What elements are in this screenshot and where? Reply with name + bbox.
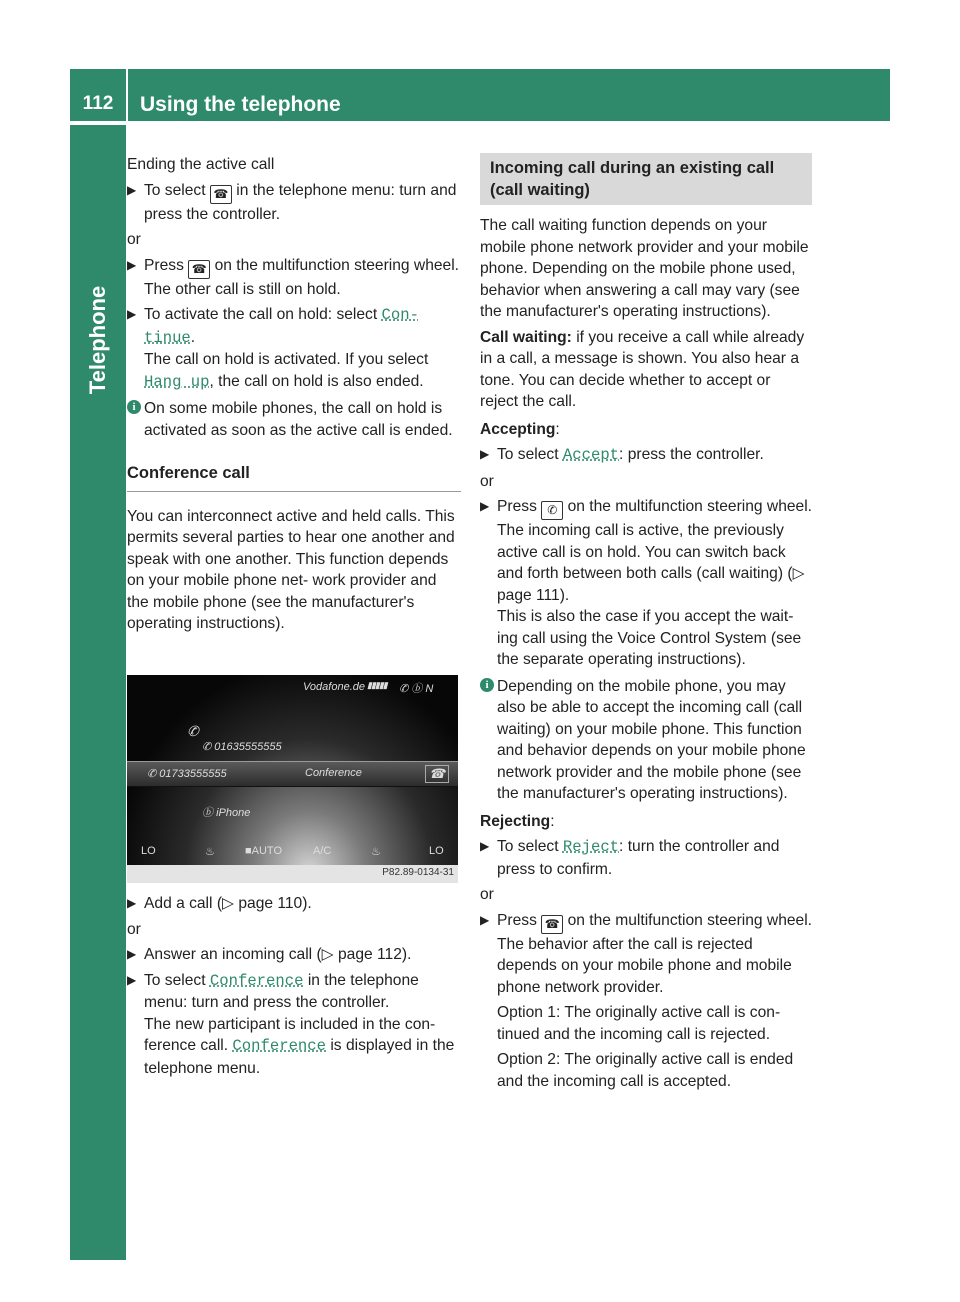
conference-label: Conference	[305, 767, 362, 779]
info-icon: i	[127, 400, 141, 414]
image-code: P82.89-0134-31	[127, 865, 458, 883]
phone-number-1: ✆ 01635555555	[202, 741, 282, 753]
arrow-right-icon: ▶	[480, 499, 490, 513]
status-icons: ✆ ⓑ N	[399, 683, 434, 695]
menu-item-continue: Con‐ tinue	[144, 306, 419, 347]
info-note: i On some mobile phones, the call on hold is activated as soon as the active call is ended.	[127, 398, 461, 441]
call-waiting-heading: Incoming call during an existing call (call waiting)	[480, 153, 812, 205]
page-title: Using the telephone	[140, 93, 341, 116]
side-tab-label: Telephone	[85, 285, 110, 395]
menu-item-conference: Conference	[232, 1037, 326, 1055]
page-number: 112	[82, 93, 114, 114]
step-reject: ▶ To select Reject: turn the controller and press to confirm.	[480, 838, 780, 878]
phone-handset-icon: ✆	[541, 501, 563, 520]
signal-strength: ▮▮▮▮▮	[367, 680, 387, 690]
arrow-right-icon: ▶	[127, 896, 137, 910]
left-column-top	[127, 154, 461, 635]
arrow-right-icon: ▶	[480, 912, 490, 927]
arrow-right-icon: ▶	[127, 307, 137, 321]
step-select-end: ▶ To select ☎ in the telephone menu: turn and press the controller.	[127, 181, 457, 223]
step-continue: ▶ To activate the call on hold: select Con‐ tinue. The call on hold is activated. If you select Hang up, the call on hold is also ended.	[127, 306, 429, 391]
step-press-accept: ▶ Press ✆ on the multifunction steering wheel. The incoming call is active, the previously active call is on hold. You can switch back and forth between both calls (call waiting) (▷ page 111). This is also the case if you accept the wait‐ ing call using the Voice Control System (see the separate operating instructions).	[480, 498, 813, 668]
step-press-end: ▶ Press ☎ on the multifunction steering wheel. The other call is still on hold.	[127, 256, 460, 298]
step-answer: ▶ Answer an incoming call (▷ page 112).	[127, 944, 461, 966]
option-1: Option 1: The originally active call is con‐ tinued and the incoming call is rejected.	[497, 1004, 781, 1043]
or-3: or	[480, 472, 494, 490]
provider-name: Vodafone.de	[303, 681, 365, 693]
option-2: Option 2: The originally active call is ended and the incoming call is accepted.	[497, 1051, 794, 1090]
phone-hangup-icon: ☎	[210, 185, 232, 204]
arrow-right-icon: ▶	[127, 947, 137, 961]
phone-number-2: ✆ 01733555555	[147, 768, 227, 780]
step-select-conference: ▶ To select Conference in the telephone menu: turn and press the controller. The new participant is included in the con‐ ference call. Conference is displayed in the telephone menu.	[127, 971, 455, 1077]
handset-icon: ✆	[187, 723, 199, 739]
menu-item-reject: Reject	[562, 838, 620, 856]
phone-hangup-icon: ☎	[188, 260, 210, 279]
call-waiting-intro: The call waiting function depends on your mobile phone network provider and your mobile phone. Depending on the mobile phone used, behavior when answering a call may vary (see the manufacturer's operating instructions).	[480, 217, 809, 320]
or-2: or	[127, 920, 141, 938]
arrow-right-icon: ▶	[127, 182, 137, 197]
info-icon: i	[480, 678, 494, 692]
accepting-heading: Accepting:	[480, 420, 560, 438]
rejecting-heading: Rejecting:	[480, 812, 555, 830]
page-header	[70, 69, 890, 121]
conference-bar	[127, 761, 458, 787]
conference-text: You can interconnect active and held calls. This permits several parties to hear one another and speak with one another. This function depends on your mobile phone net‐ work provider and the mobile phone (see the manufacturer's operating instructions).	[127, 507, 455, 632]
left-column-bottom	[127, 893, 461, 1079]
phone-hangup-icon: ☎	[541, 915, 563, 934]
or-4: or	[480, 886, 494, 903]
seat-icon: ♨	[205, 846, 215, 858]
info-note: i Depending on the mobile phone, you may also be able to accept the incoming call (call waiting) on your mobile phone. This function and behavior depends on your mobile phone network provider and the mobile phone (see the manufacturer's operating instructions).	[480, 676, 812, 805]
side-tab-label-box	[70, 240, 126, 440]
ending-intro: Ending the active call	[127, 156, 275, 173]
header-divider	[126, 69, 128, 121]
auto-label: ■AUTO	[245, 845, 283, 857]
step-press-reject: ▶ Press ☎ on the multifunction steering wheel. The behavior after the call is rejected depends on your mobile phone and mobile phone network provider.	[480, 911, 813, 996]
display-screenshot	[127, 675, 458, 883]
device-name: ⓑ iPhone	[202, 807, 251, 819]
arrow-right-icon: ▶	[480, 839, 490, 853]
call-waiting-description: Call waiting: if you receive a call while already in a call, a message is shown. You also hear a tone. You can decide whether to accept or reject the call.	[480, 328, 805, 410]
end-call-icon: ☎	[425, 765, 449, 783]
menu-item-accept: Accept	[562, 446, 620, 464]
climate-bar: LO ♨ ■AUTO A/C ♨ LO	[141, 845, 444, 858]
menu-item-conference: Conference	[209, 971, 304, 990]
step-add-call: ▶ Add a call (▷ page 110).	[127, 893, 461, 915]
arrow-right-icon: ▶	[480, 447, 490, 461]
arrow-right-icon: ▶	[127, 257, 137, 272]
result-text: The other call is still on hold.	[144, 280, 341, 298]
seat-icon: ♨	[371, 846, 381, 858]
step-accept: ▶ To select Accept: press the controller.	[480, 446, 764, 464]
conference-heading: Conference call	[127, 463, 461, 492]
arrow-right-icon: ▶	[127, 972, 137, 987]
right-column	[480, 153, 812, 1092]
menu-item-hang-up: Hang up	[144, 372, 210, 391]
or-1: or	[127, 231, 141, 248]
